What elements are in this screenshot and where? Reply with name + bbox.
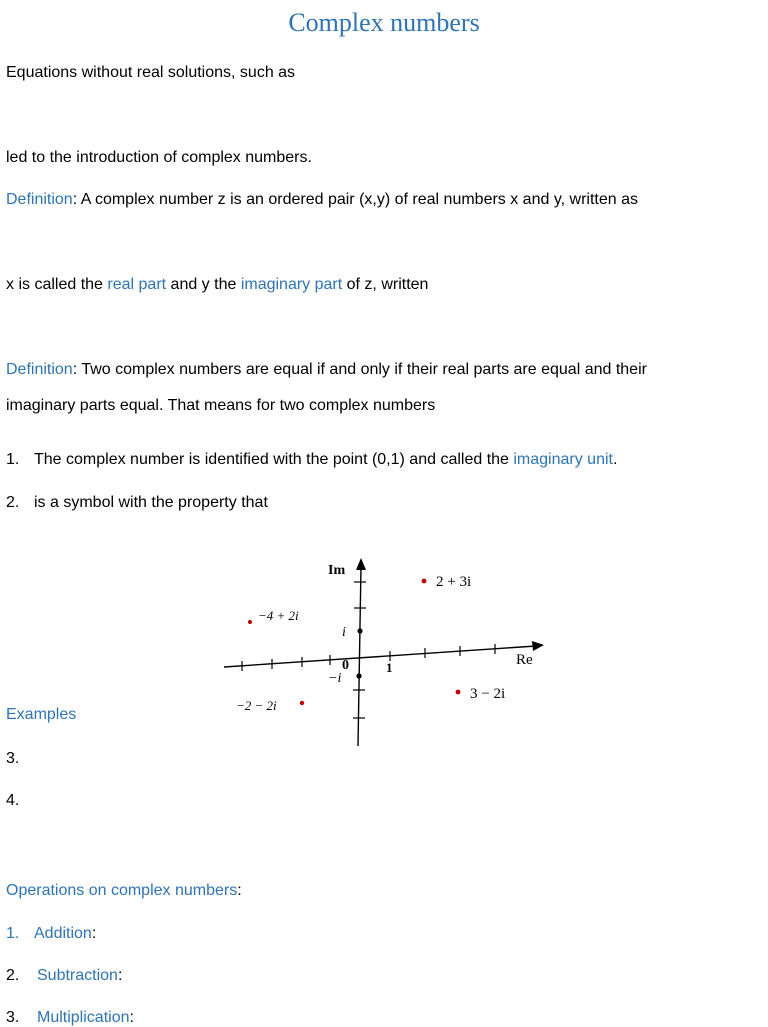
operation-addition-label: Addition bbox=[34, 925, 92, 942]
operations-heading-text: Operations on complex numbers bbox=[6, 882, 238, 899]
definition-2-line-2: imaginary parts equal. That means for two complex numbers bbox=[6, 397, 436, 414]
parts-pre: x is called the bbox=[6, 276, 108, 293]
point-minus-2-minus-2i-marker bbox=[300, 701, 304, 705]
imaginary-axis bbox=[358, 566, 361, 746]
page-title: Complex numbers bbox=[288, 8, 480, 37]
real-axis bbox=[224, 646, 536, 667]
operations-heading bbox=[6, 882, 242, 900]
operation-subtraction bbox=[6, 967, 122, 985]
examples-heading: Examples bbox=[6, 706, 77, 723]
definition-1 bbox=[6, 191, 638, 209]
operations-heading-colon: : bbox=[237, 882, 242, 899]
real-part-term: real part bbox=[107, 276, 167, 293]
real-axis-label: Re bbox=[516, 652, 533, 668]
operation-addition-number: 1. bbox=[6, 925, 20, 942]
parts-mid: and y the bbox=[166, 276, 241, 293]
operation-subtraction-label: Subtraction bbox=[37, 967, 118, 984]
point-minus-2-minus-2i-label: −2 − 2i bbox=[236, 698, 277, 713]
example-item-3: 3. bbox=[6, 750, 20, 767]
point-3-minus-2i-marker bbox=[456, 690, 461, 695]
list-item-2 bbox=[6, 494, 268, 512]
point-i-marker bbox=[357, 628, 362, 633]
list-item-1-text: The complex number is identified with the point (0,1) and called the bbox=[34, 451, 514, 468]
point-3-minus-2i-label: 3 − 2i bbox=[470, 686, 506, 702]
definition-2-colon: : bbox=[72, 361, 78, 378]
complex-plane-figure bbox=[220, 550, 560, 750]
point-2-plus-3i-marker bbox=[422, 579, 427, 584]
point-minus-i-marker bbox=[356, 673, 361, 678]
definition-2-text: Two complex numbers are equal if and only if their real parts are equal and their bbox=[77, 361, 647, 378]
imaginary-axis-label: Im bbox=[328, 563, 346, 578]
parts-sentence bbox=[6, 276, 428, 294]
operation-multiplication-colon: : bbox=[129, 1009, 134, 1026]
definition-2-label: Definition bbox=[6, 361, 73, 378]
operation-addition bbox=[6, 925, 96, 943]
one-label: 1 bbox=[386, 660, 393, 675]
operation-multiplication-label: Multiplication bbox=[37, 1009, 130, 1026]
operation-multiplication bbox=[6, 1009, 134, 1027]
imaginary-unit-term: imaginary unit bbox=[513, 451, 613, 468]
definition-1-colon: : bbox=[72, 191, 78, 208]
operation-addition-colon: : bbox=[91, 925, 97, 942]
imaginary-axis-arrow bbox=[356, 558, 366, 570]
operation-subtraction-number: 2. bbox=[6, 967, 20, 984]
minus-i-label: −i bbox=[328, 671, 342, 686]
definition-1-label: Definition bbox=[6, 191, 73, 208]
operation-multiplication-number: 3. bbox=[6, 1009, 20, 1026]
real-axis-arrow bbox=[532, 641, 544, 651]
imaginary-part-term: imaginary part bbox=[240, 276, 343, 293]
example-item-4: 4. bbox=[6, 792, 20, 809]
parts-post: of z, written bbox=[342, 276, 429, 293]
point-2-plus-3i-label: 2 + 3i bbox=[436, 574, 472, 590]
point-minus-4-plus-2i-marker bbox=[248, 620, 252, 624]
origin-label: 0 bbox=[342, 658, 349, 673]
definition-2 bbox=[6, 361, 647, 379]
operation-subtraction-colon: : bbox=[117, 967, 123, 984]
list-item-2-text: is a symbol with the property that bbox=[34, 494, 268, 511]
list-item-2-number: 2. bbox=[6, 494, 20, 511]
i-label: i bbox=[342, 625, 346, 640]
intro-line-2: led to the introduction of complex numbers. bbox=[6, 149, 312, 166]
definition-1-text: A complex number z is an ordered pair (x,y) of real numbers x and y, written as bbox=[77, 191, 638, 208]
list-item-1-number: 1. bbox=[6, 451, 20, 468]
point-minus-4-plus-2i-label: −4 + 2i bbox=[258, 608, 299, 623]
intro-line-1: Equations without real solutions, such as bbox=[6, 64, 296, 81]
list-item-1-period: . bbox=[612, 451, 618, 468]
list-item-1 bbox=[6, 451, 617, 469]
